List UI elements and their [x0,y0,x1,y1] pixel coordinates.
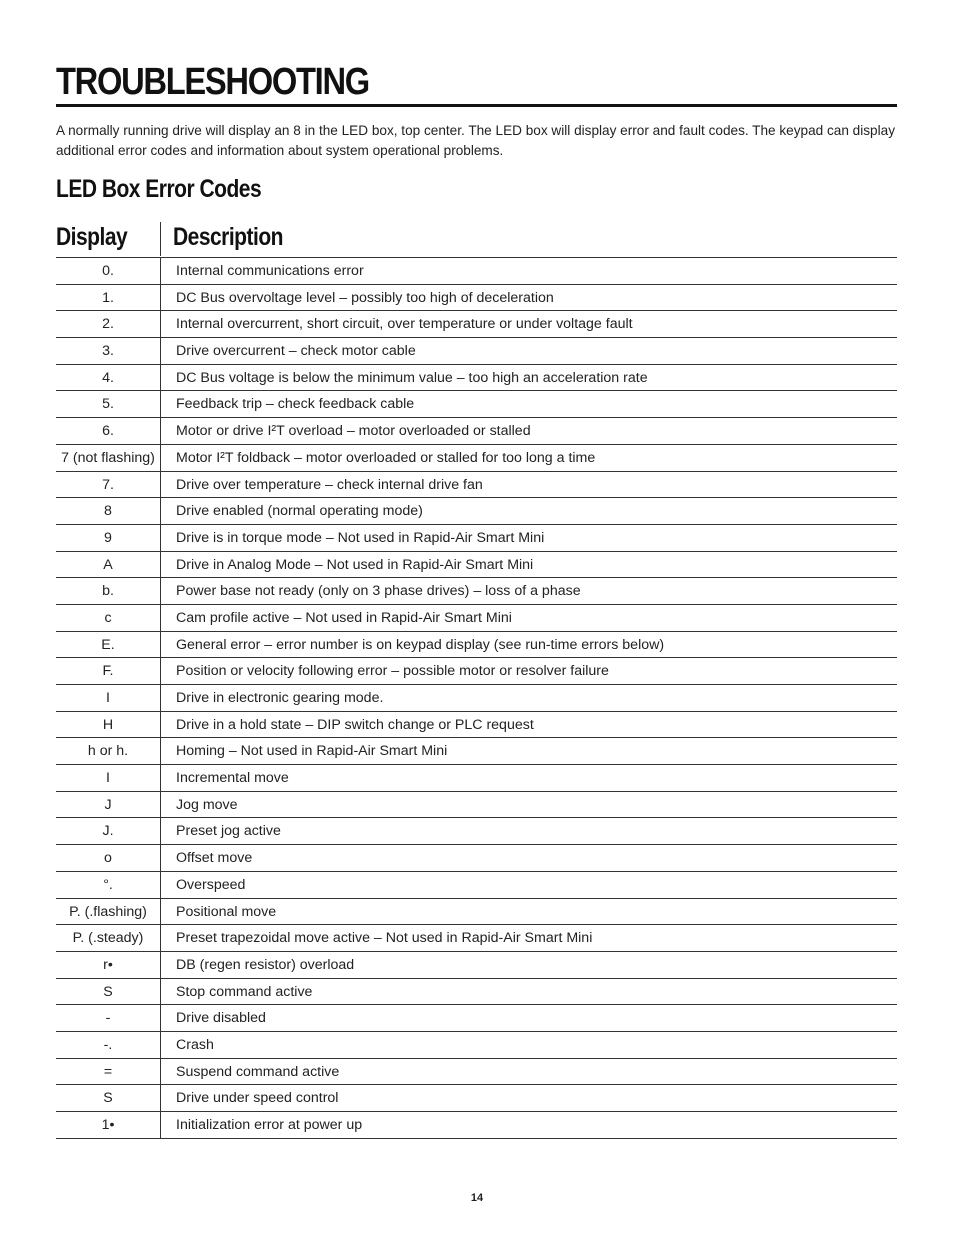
display-code-cell: 1. [56,285,161,311]
display-code-cell: 1• [56,1112,161,1138]
display-code-cell: H [56,712,161,738]
table-row [56,685,897,712]
table-row [56,578,897,605]
display-code-cell: P. (.steady) [56,925,161,951]
table-row [56,872,897,899]
section-title: LED Box Error Codes [56,175,262,203]
display-code-cell: 4. [56,365,161,391]
table-row [56,605,897,632]
description-cell: Position or velocity following error – possible motor or resolver failure [176,663,609,680]
display-code-cell: 5. [56,391,161,417]
description-cell: Stop command active [176,983,313,1000]
display-code-cell: I [56,685,161,711]
display-code-cell: b. [56,578,161,604]
description-cell: DB (regen resistor) overload [176,956,355,973]
display-code-cell: A [56,552,161,578]
description-cell: Power base not ready (only on 3 phase drives) – loss of a phase [176,583,581,600]
display-code-cell: P. (.flashing) [56,899,161,925]
description-cell: Drive in Analog Mode – Not used in Rapid-Air Smart Mini [176,556,534,573]
description-cell: Preset jog active [176,823,281,840]
table-row [56,765,897,792]
display-code-cell: S [56,979,161,1005]
description-cell: Offset move [176,850,253,867]
description-cell: Internal communications error [176,263,364,279]
description-cell: Feedback trip – check feedback cable [176,396,415,413]
display-code-cell: r• [56,952,161,978]
description-cell: Drive under speed control [176,1090,339,1107]
description-cell: Jog move [176,796,238,813]
table-row [56,525,897,552]
table-row [56,311,897,338]
table-row [56,365,897,392]
display-code-cell: F. [56,658,161,684]
table-row [56,792,897,819]
display-code-cell: 8 [56,498,161,524]
table-row [56,1005,897,1032]
description-cell: Drive in electronic gearing mode. [176,690,384,706]
header-description: Description [173,223,283,251]
display-code-cell: °. [56,872,161,898]
title-rule [56,104,897,107]
table-row [56,445,897,472]
table-row [56,952,897,979]
display-code-cell: 9 [56,525,161,551]
description-cell: Crash [176,1036,214,1053]
table-row [56,845,897,872]
table-row [56,925,897,952]
description-cell: Cam profile active – Not used in Rapid-Air Smart Mini [176,609,512,626]
display-code-cell: S [56,1085,161,1111]
description-cell: Drive enabled (normal operating mode) [176,503,423,520]
description-cell: DC Bus voltage is below the minimum value – too high an acceleration rate [176,369,648,386]
display-code-cell: h or h. [56,738,161,764]
display-code-cell: 7 (not flashing) [56,445,161,471]
table-row [56,1032,897,1059]
description-cell: Drive over temperature – check internal drive fan [176,476,483,493]
display-code-cell: -. [56,1032,161,1058]
table-row [56,391,897,418]
display-code-cell: 2. [56,311,161,337]
table-row [56,1059,897,1086]
page-number: 14 [470,1192,484,1204]
header-divider [160,222,161,256]
display-code-cell: E. [56,632,161,658]
display-code-cell: 0. [56,258,161,284]
table-row [56,738,897,765]
table-row [56,818,897,845]
table-row [56,1085,897,1112]
description-cell: Drive in a hold state – DIP switch change or PLC request [176,716,534,733]
display-code-cell: I [56,765,161,791]
description-cell: Preset trapezoidal move active – Not used in Rapid-Air Smart Mini [176,930,593,947]
page-title: TROUBLESHOOTING [56,61,369,103]
display-code-cell: J. [56,818,161,844]
display-code-cell: o [56,845,161,871]
display-code-cell: = [56,1059,161,1085]
display-code-cell: 6. [56,418,161,444]
description-cell: DC Bus overvoltage level – possibly too high of deceleration [176,289,554,306]
table-row [56,498,897,525]
table-row [56,1112,897,1139]
description-cell: General error – error number is on keypad display (see run-time errors below) [176,636,665,653]
table-row [56,338,897,365]
table-row [56,658,897,685]
display-code-cell: - [56,1005,161,1031]
description-cell: Internal overcurrent, short circuit, over temperature or under voltage fault [176,316,633,333]
table-row [56,899,897,926]
description-cell: Motor or drive I²T overload – motor overloaded or stalled [176,423,531,440]
description-cell: Drive overcurrent – check motor cable [176,343,416,360]
header-display: Display [56,223,128,251]
description-cell: Overspeed [176,876,246,893]
display-code-cell: 3. [56,338,161,364]
display-code-cell: 7. [56,472,161,498]
description-cell: Homing – Not used in Rapid-Air Smart Mini [176,743,448,760]
table-row [56,552,897,579]
display-code-cell: J [56,792,161,818]
description-cell: Incremental move [176,770,289,787]
table-row [56,258,897,285]
table-row [56,632,897,659]
description-cell: Motor I²T foldback – motor overloaded or stalled for too long a time [176,449,596,466]
display-code-cell: c [56,605,161,631]
description-cell: Drive is in torque mode – Not used in Rapid-Air Smart Mini [176,529,545,546]
table-row [56,712,897,739]
description-cell: Suspend command active [176,1063,340,1080]
intro-paragraph: A normally running drive will display an 8 in the LED box, top center. The LED box will display error and fault codes. The keypad can display additional error codes and information about system operational problems. [56,123,895,158]
description-cell: Positional move [176,903,277,920]
description-cell: Initialization error at power up [176,1117,363,1133]
error-codes-table [56,257,897,1139]
description-cell: Drive disabled [176,1010,266,1027]
table-row [56,418,897,445]
table-row [56,979,897,1006]
table-row [56,472,897,499]
table-row [56,285,897,312]
